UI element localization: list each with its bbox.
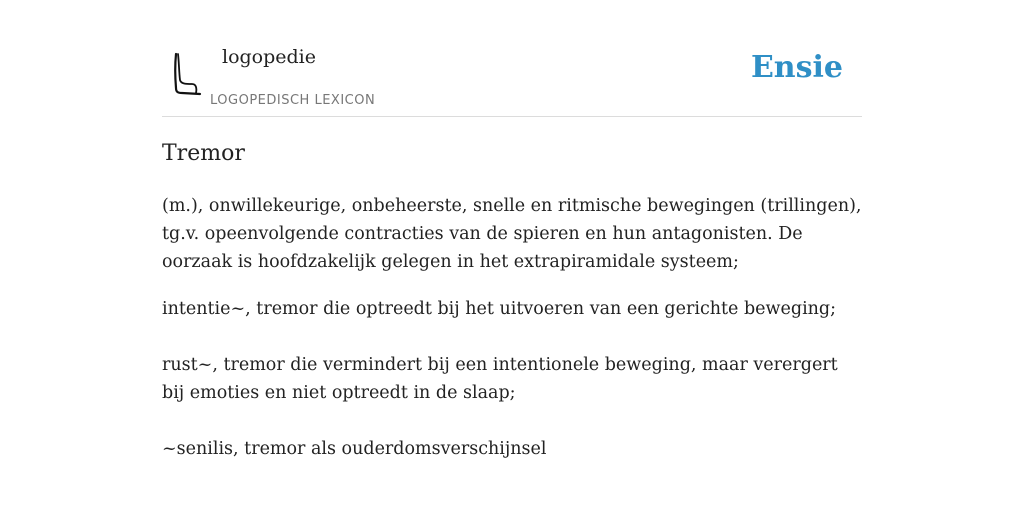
entry-content [162,138,862,491]
letter-l-logo-icon[interactable] [166,50,204,98]
site-subtitle: LOGOPEDISCH LEXICON [210,93,376,108]
site-name[interactable]: logopedie [222,46,317,68]
sub-definition-rust: rust~, tremor die vermindert bij een intentionele beweging, maar verergert bij emoties en niet optreedt in de slaap; [162,355,838,403]
entry-term: Tremor [162,141,245,166]
ensie-brand-link[interactable]: Ensie [750,50,843,85]
sub-definition-intentie: intentie~, tremor die optreedt bij het uitvoeren van een gerichte beweging; [162,299,837,319]
site-header [162,40,862,117]
sub-definition-senilis: ~senilis, tremor als ouderdomsverschijnsel [162,439,547,459]
entry-definition: (m.), onwillekeurige, onbeheerste, snelle en ritmische bewegingen (trillingen), tg.v. opeenvolgende contracties van de spieren en hun antagonisten. De oorzaak is hoofdzakelijk gelegen in het extrapiramidale systeem; [162,196,862,272]
